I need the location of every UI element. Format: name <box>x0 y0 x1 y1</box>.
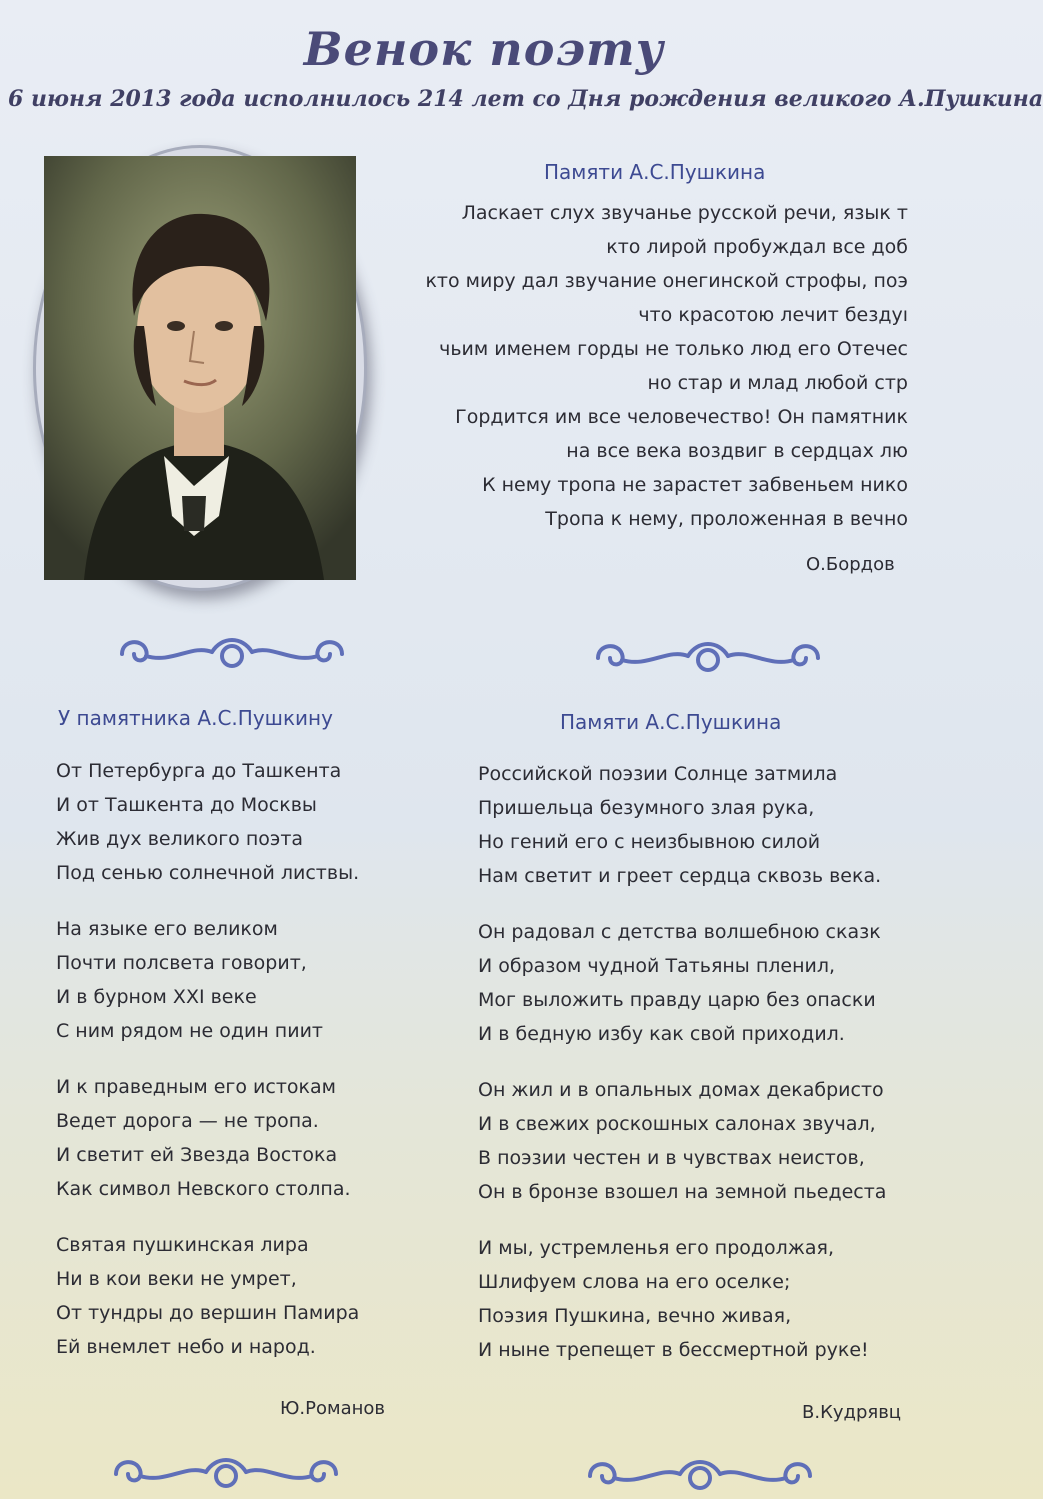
poem2-stanza <box>56 912 456 1048</box>
poem3-line: Мог выложить правду царю без опаски <box>478 989 876 1011</box>
poem2-line: С ним рядом не один пиит <box>56 1020 323 1042</box>
poem3-stanza <box>478 757 908 893</box>
poem2-body <box>56 754 456 1386</box>
poem2-line: Почти полсвета говорит, <box>56 952 307 974</box>
poem3-line: Нам светит и греет сердца сквозь века. <box>478 865 882 887</box>
poem2-line: Ей внемлет небо и народ. <box>56 1336 316 1358</box>
poem3-line: В поэзии честен и в чувствах неистов, <box>478 1147 865 1169</box>
poem2-stanza <box>56 1070 456 1206</box>
page-title: Венок поэту <box>303 22 665 76</box>
poem3-line: Пришельца безумного злая рука, <box>478 797 815 819</box>
poem3-line: Поэзия Пушкина, вечно живая, <box>478 1305 792 1327</box>
poem2-title: У памятника А.С.Пушкину <box>58 706 333 730</box>
portrait-illustration <box>44 156 356 580</box>
poem1-line: что красотою лечит бездуı <box>638 304 908 326</box>
pushkin-portrait <box>44 156 356 580</box>
poem3-line: И в бедную избу как свой приходил. <box>478 1023 845 1045</box>
poem1-line: Тропа к нему, проложенная в вечно <box>545 508 908 530</box>
poem2-stanza <box>56 754 456 890</box>
poem2-line: Как символ Невского столпа. <box>56 1178 351 1200</box>
poem3-title: Памяти А.С.Пушкина <box>560 710 782 734</box>
poem3-author: В.Кудрявц <box>802 1402 902 1423</box>
poem1-line: но стар и млад любой стр <box>647 372 908 394</box>
poem3-line: И образом чудной Татьяны пленил, <box>478 955 836 977</box>
poem1-line: К нему тропа не зарастет забвеньем нико <box>482 474 908 496</box>
poem3-stanza <box>478 1231 908 1367</box>
poem2-line: Под сенью солнечной листвы. <box>56 862 360 884</box>
poem1-line: чьим именем горды не только люд его Отечес <box>439 338 908 360</box>
poem2-line: От Петербурга до Ташкента <box>56 760 342 782</box>
poem3-line: Но гений его с неизбывною силой <box>478 831 821 853</box>
poem3-line: И мы, устремленья его продолжая, <box>478 1237 835 1259</box>
poem1-author: О.Бордов <box>806 554 895 575</box>
poem3-line: Он радовал с детства волшебною сказк <box>478 921 881 943</box>
poem2-line: Жив дух великого поэта <box>56 828 304 850</box>
poem2-line: Ведет дорога — не тропа. <box>56 1110 319 1132</box>
poem3-body <box>478 757 908 1389</box>
flourish-ornament-icon <box>580 1452 820 1496</box>
poem3-line: И в свежих роскошных салонах звучал, <box>478 1113 876 1135</box>
poem1-line: на все века воздвиг в сердцах лю <box>566 440 908 462</box>
poem2-stanza <box>56 1228 456 1364</box>
poem1-line: кто миру дал звучание онегинской строфы, поэ <box>425 270 908 292</box>
poem2-author: Ю.Романов <box>280 1398 386 1419</box>
poem3-line: Шлифуем слова на его оселке; <box>478 1271 791 1293</box>
poem1-body <box>360 196 908 536</box>
poem2-line: От тундры до вершин Памира <box>56 1302 360 1324</box>
flourish-ornament-icon <box>106 1450 346 1494</box>
poem3-stanza <box>478 1073 908 1209</box>
page-subtitle: 6 июня 2013 года исполнилось 214 лет со Дня рождения великого А.Пушкина <box>8 86 1043 112</box>
poem3-stanza <box>478 915 908 1051</box>
poem2-line: И от Ташкента до Москвы <box>56 794 317 816</box>
poem2-line: Ни в кои веки не умрет, <box>56 1268 297 1290</box>
poem1-line: кто лирой пробуждал все доб <box>606 236 908 258</box>
poem3-line: И ныне трепещет в бессмертной руке! <box>478 1339 869 1361</box>
flourish-ornament-icon <box>588 634 828 678</box>
poem2-line: И светит ей Звезда Востока <box>56 1144 338 1166</box>
poem1-line: Ласкает слух звучанье русской речи, язык т <box>461 202 908 224</box>
flourish-ornament-icon <box>112 630 352 674</box>
poem3-line: Он в бронзе взошел на земной пьедеста <box>478 1181 887 1203</box>
poem3-line: Он жил и в опальных домах декабристо <box>478 1079 884 1101</box>
poem2-line: На языке его великом <box>56 918 278 940</box>
poem2-line: Святая пушкинская лира <box>56 1234 309 1256</box>
poem1-title: Памяти А.С.Пушкина <box>544 160 766 184</box>
poem1-line: Гордится им все человечество! Он памятник <box>455 406 908 428</box>
poem3-line: Российской поэзии Солнце затмила <box>478 763 838 785</box>
poem2-line: И в бурном XXI веке <box>56 986 257 1008</box>
poem2-line: И к праведным его истокам <box>56 1076 336 1098</box>
